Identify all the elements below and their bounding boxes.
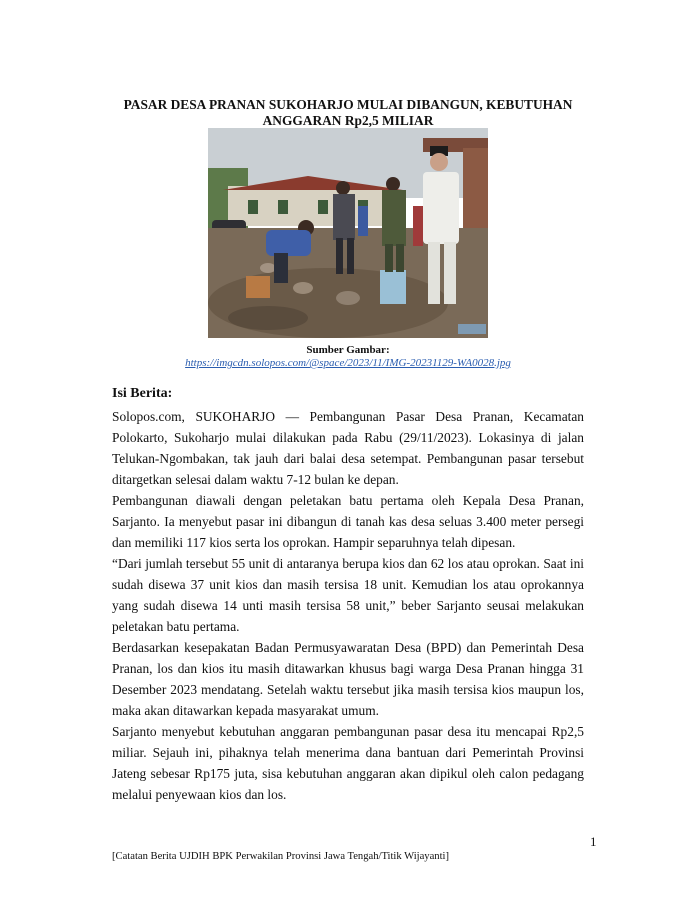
section-label: Isi Berita: <box>112 386 173 401</box>
page-footer: [Catatan Berita UJDIH BPK Perwakilan Provinsi Jawa Tengah/Titik Wijayanti] <box>112 851 450 862</box>
image-source-link[interactable]: https://imgcdn.solopos.com/@space/2023/11/IMG-20231129-WA0028.jpg <box>185 357 511 369</box>
paragraph: Berdasarkan kesepakatan Badan Permusyawaratan Desa (BPD) dan Pemerintah Desa Pranan, los dan kios itu masih ditawarkan khusus bagi warga Desa Pranan hingga 31 Desember 2023 mendatang. Setelah waktu tersebut jika masih tersisa kios maupun los, maka akan ditawarkan kepada masyarakat umum. <box>112 640 584 718</box>
paragraph: Solopos.com, SUKOHARJO — Pembangunan Pasar Desa Pranan, Kecamatan Polokarto, Sukoharjo mulai dilakukan pada Rabu (29/11/2023). Lokasinya di jalan Telukan-Ngombakan, tak jauh dari balai desa setempat. Pembangunan pasar tersebut ditargetkan selesai dalam waktu 7-12 bulan ke depan. <box>112 409 584 487</box>
article-title: PASAR DESA PRANAN SUKOHARJO MULAI DIBANGUN, KEBUTUHAN ANGGARAN Rp2,5 MILIAR <box>123 97 573 128</box>
news-photo <box>208 128 488 338</box>
image-caption-label: Sumber Gambar: <box>306 344 390 356</box>
article-body <box>112 406 584 805</box>
page-number: 1 <box>590 834 597 849</box>
paragraph: Pembangunan diawali dengan peletakan batu pertama oleh Kepala Desa Pranan, Sarjanto. Ia menyebut pasar ini dibangun di tanah kas desa seluas 3.400 meter persegi dan memiliki 117 kios serta los oprokan. Hampir separuhnya telah dipesan. <box>112 493 584 550</box>
paragraph: “Dari jumlah tersebut 55 unit di antaranya berupa kios dan 62 los atau oprokan. Saat ini sudah disewa 37 unit kios dan masih tersisa 18 unit. Kemudian los atau oprokannya yang sudah disewa 14 unti masih tersisa 58 unit,” beber Sarjanto seusai melakukan peletakan batu pertama. <box>112 556 584 634</box>
paragraph: Sarjanto menyebut kebutuhan anggaran pembangunan pasar desa itu mencapai Rp2,5 miliar. Sejauh ini, pihaknya telah menerima dana bantuan dari Pemerintah Provinsi Jateng sebesar Rp175 juta, sisa kebutuhan anggaran akan dipikul oleh calon pedagang melalui penyewaan kios dan los. <box>112 724 584 802</box>
